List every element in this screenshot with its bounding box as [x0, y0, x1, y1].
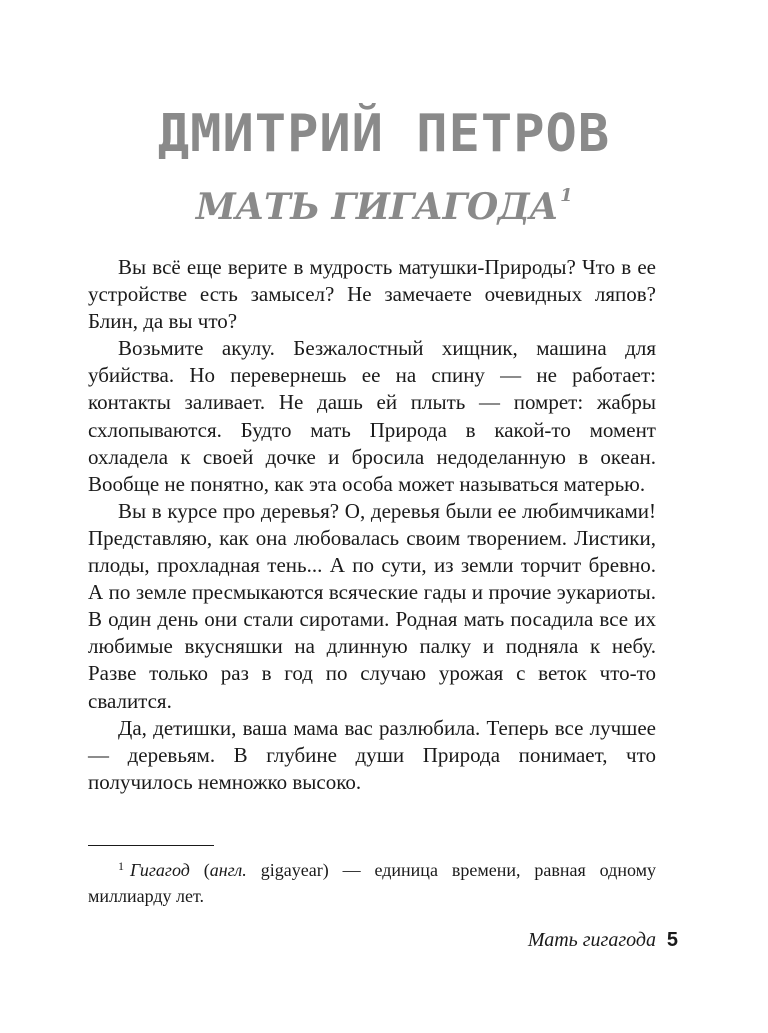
footnote-definition: — единица времени, равная одному миллиарду лет. [88, 860, 657, 906]
footnote: $^1$ Гигагод (англ. gigayear) — единица времени, равная одному миллиарду лет. [88, 859, 657, 906]
footnote-term: Гигагод [130, 860, 190, 880]
author-name: ДМИТРИЙ ПЕТРОВ [157, 104, 611, 164]
paragraph: Возьмите акулу. Безжалостный хищник, машина для убийства. Но перевернешь ее на спину — не работает: контакты заливает. Не дашь ей плыть — помрет: жабры схлопываются. Будто мать Природа в какой-то момент охладела к своей дочке и бросила недоделанную в океан. Вообще не понятно, как эта особа может называться матерью. [88, 336, 656, 496]
story-title-text: МАТЬ ГИГАГОДА [195, 186, 559, 228]
footnote-lang-label: англ. [209, 860, 247, 880]
paragraph: Вы в курсе про деревья? О, деревья были ее любимчиками! Представляю, как она любовалась своим творением. Листики, плоды, прохладная тень... А по сути, из земли торчит бревно. А по земле пресмыкаются всяческие гады и прочие эукариоты. В один день они стали сиротами. Родная мать посадила все их любимые вкусняшки на длинную палку и подняла к небу. Разве только раз в год по случаю урожая с веток что-то свалится. [88, 498, 656, 713]
title-footnote-mark: 1 [560, 185, 573, 206]
paragraph: Да, детишки, ваша мама вас разлюбила. Теперь все лучшее — деревьям. В глубине души Природа понимает, что получилось немножко высоко. [88, 715, 656, 794]
page-number: 5 [666, 929, 678, 951]
footnote-original-word: gigayear [260, 860, 323, 880]
footnote-divider [88, 845, 214, 846]
running-footer-title: Мать гигагода [527, 929, 656, 951]
paragraph: Вы всё еще верите в мудрость матушки-Природы? Что в ее устройстве есть замысел? Не замечаете очевидных ляпов? Блин, да вы что? [88, 255, 656, 334]
footnote-mark: 1 [118, 859, 124, 873]
story-title [0, 184, 768, 230]
story-body [88, 254, 656, 796]
